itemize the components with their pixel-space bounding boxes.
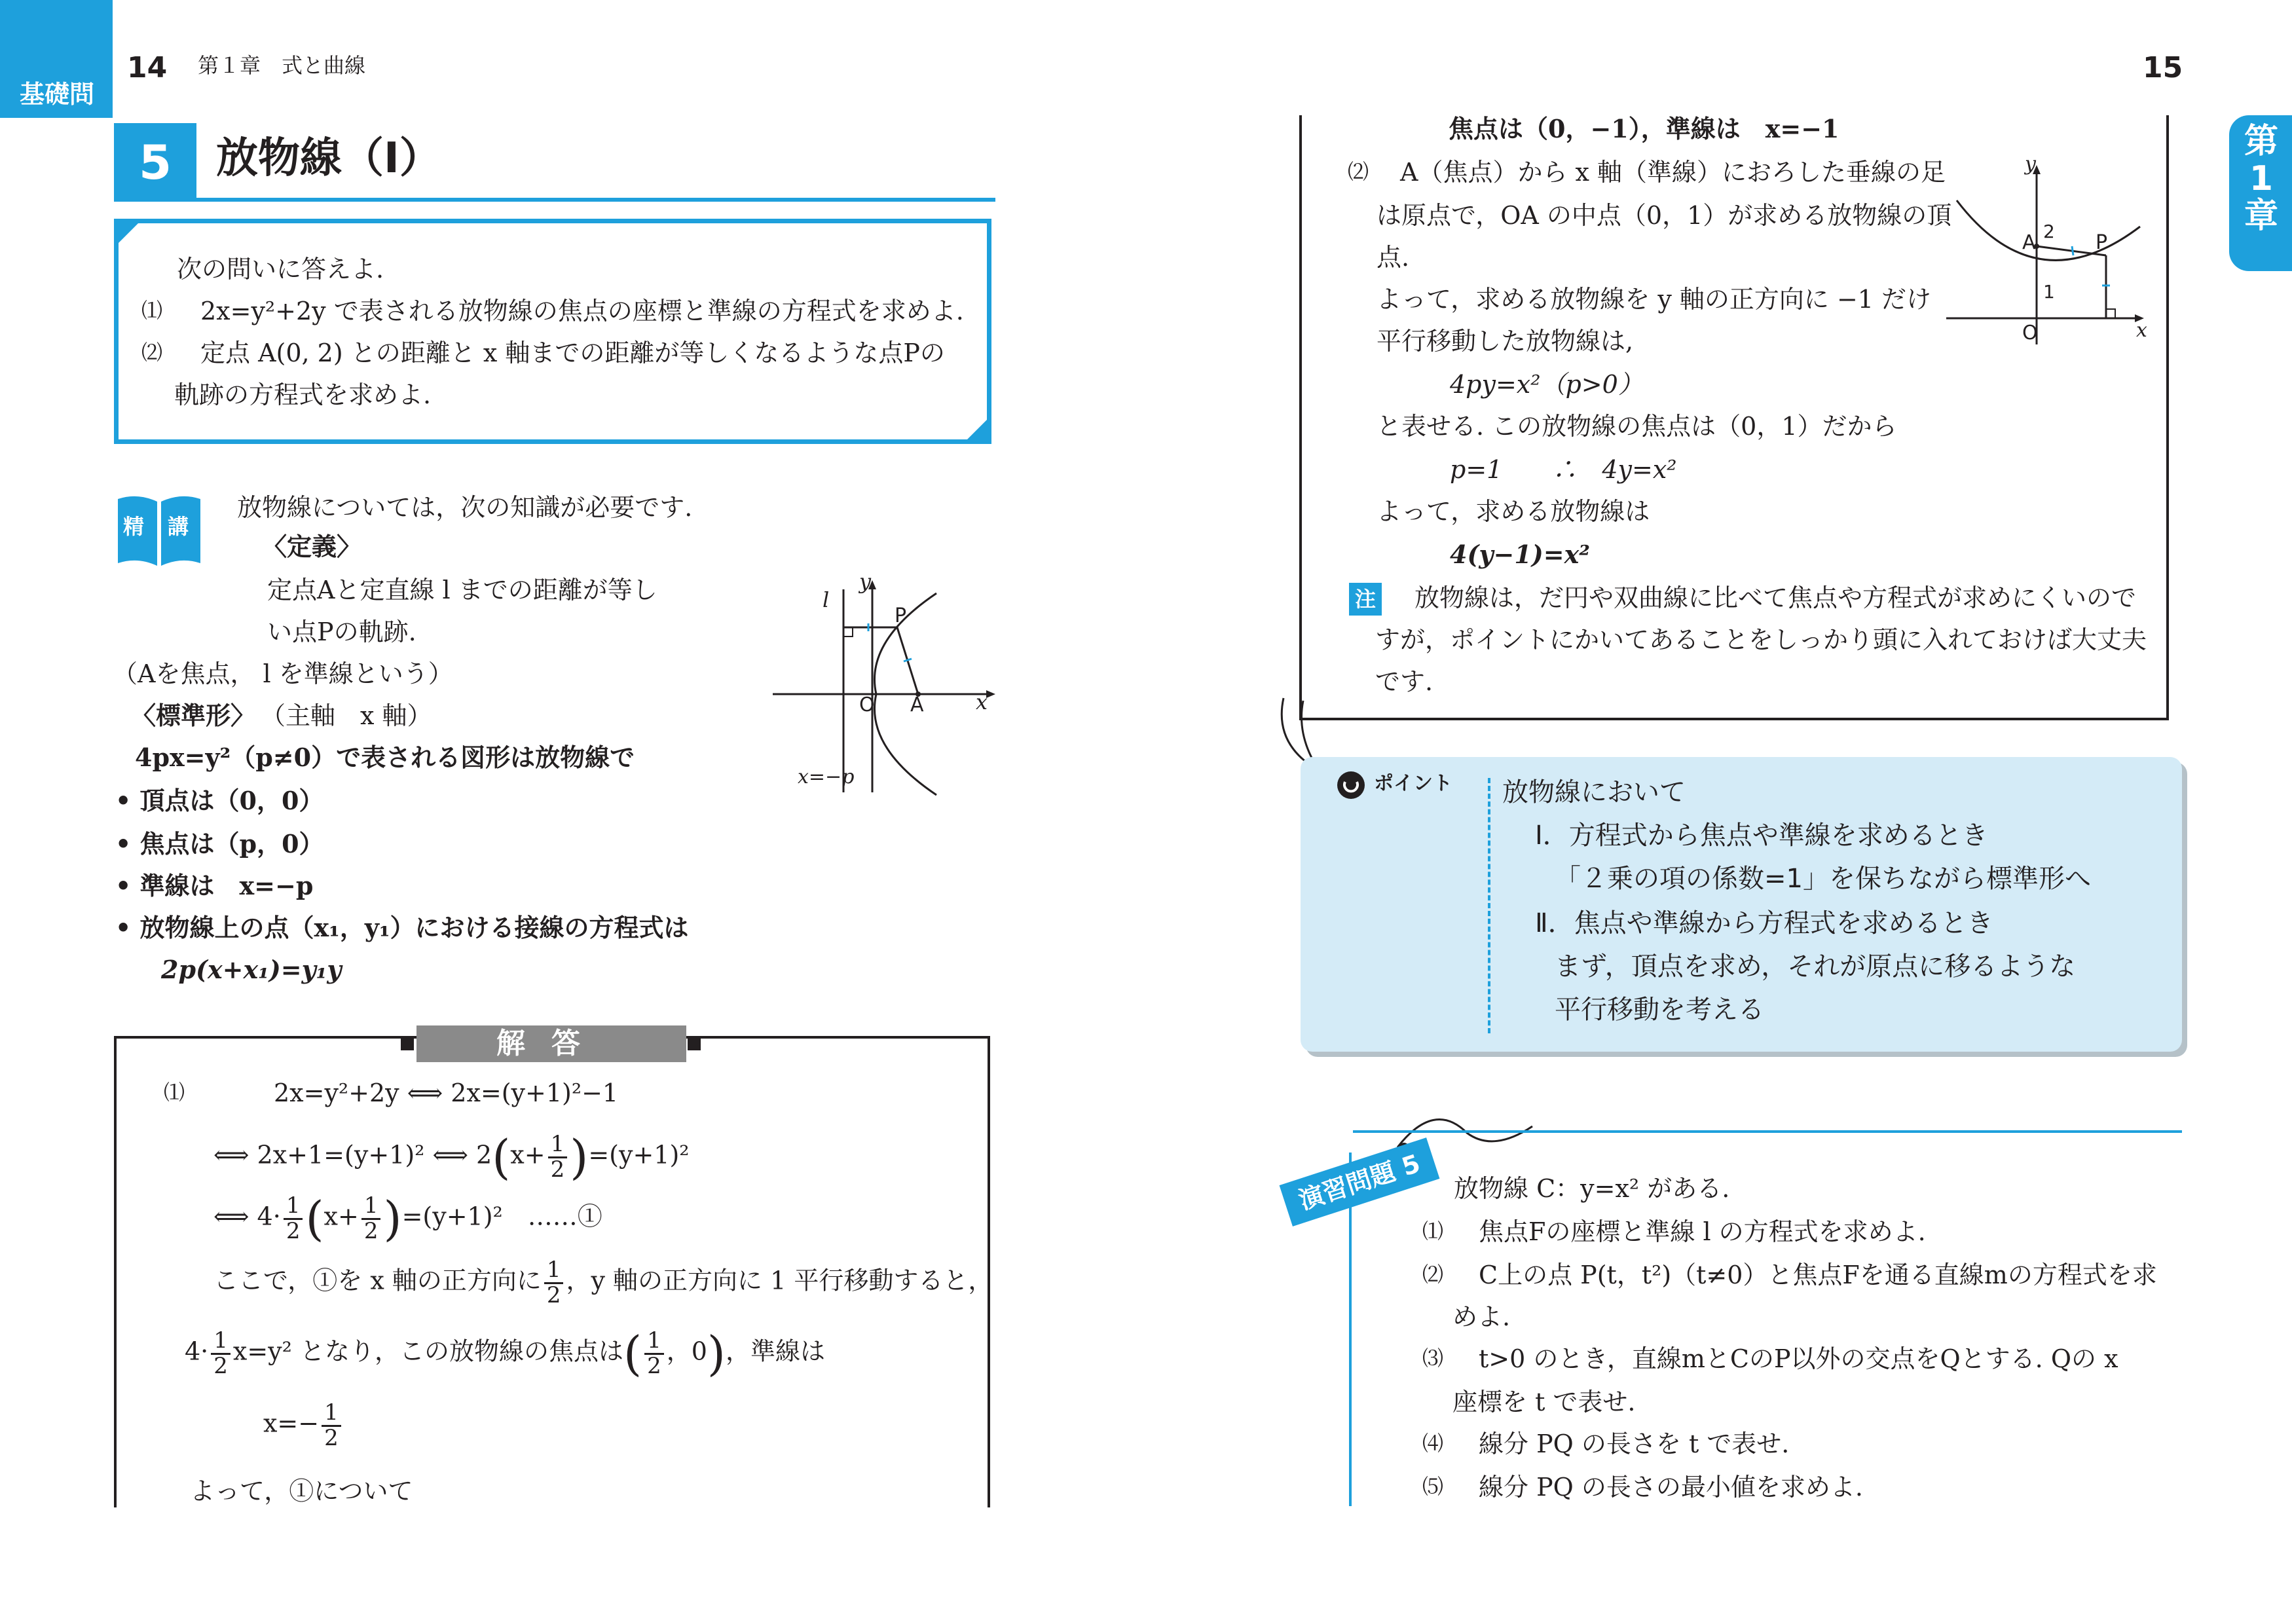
right-line-6: 平行移動した放物線は, bbox=[1377, 327, 1634, 356]
std-axis: （主軸 x 軸） bbox=[261, 701, 432, 730]
ensyu-q2-line2: めよ. bbox=[1452, 1302, 1511, 1331]
fig2-label-x: x bbox=[2136, 319, 2147, 342]
kaito-label: 解答 bbox=[416, 1025, 686, 1062]
right-line-2-label: ⑵ bbox=[1348, 159, 1369, 184]
point-divider bbox=[1488, 778, 1490, 1033]
kaito-line-5: 4· $\frac{1}{2}$ x=y² となり，この放物線の焦点は( $\frac{1}{2}$ ，0)，準線は bbox=[185, 1326, 825, 1382]
note-line-2: すが，ポイントにかいてあることをしっかり頭に入れておけば大丈夫 bbox=[1375, 625, 2147, 654]
title-underline bbox=[196, 198, 995, 202]
ensyu-q4: 線分 PQ の長さを t で表せ. bbox=[1479, 1430, 1790, 1458]
kaito-line-3: ⟺ 4· $\frac{1}{2}$ (x+ $\frac{1}{2}$ )=(y+1)² ……① bbox=[213, 1191, 602, 1247]
fig1-label-x: x bbox=[976, 690, 988, 714]
right-line-1: 焦点は（0，−1），準線は x=−1 bbox=[1449, 114, 1839, 143]
parabola-figure-1 bbox=[766, 563, 1002, 799]
ensyu-q1: 焦点Fの座標と準線 l の方程式を求めよ. bbox=[1479, 1217, 1926, 1246]
def-line1: 定点Aと定直線 l までの距離が等し bbox=[267, 576, 657, 604]
fig1-label-P: P bbox=[895, 604, 907, 627]
fig1-label-O: O bbox=[859, 693, 875, 716]
fig1-label-y: y bbox=[859, 569, 872, 594]
bullet-directrix: • 準線は x=−p bbox=[115, 871, 314, 900]
chapter-tab: 第1章 bbox=[2229, 115, 2292, 271]
point-line-2: Ⅰ．方程式から焦点や準線を求めるとき bbox=[1535, 821, 1988, 851]
kaito-l1-label: ⑴ bbox=[164, 1080, 185, 1105]
ensyu-intro: 放物線 C：y=x² がある. bbox=[1454, 1174, 1730, 1203]
q1-text: 2x=y²+2y で表される放物線の焦点の座標と準線の方程式を求めよ. bbox=[200, 297, 964, 325]
point-line-5: まず，頂点を求め，それが原点に移るような bbox=[1555, 951, 2076, 982]
right-line-9: p=1 ∴ 4y=x² bbox=[1450, 455, 1677, 484]
right-line-11: 4(y−1)=x² bbox=[1450, 540, 1590, 569]
ensyu-q5: 線分 PQ の長さの最小値を求めよ. bbox=[1479, 1473, 1863, 1502]
def-note: （Aを焦点， l を準線という） bbox=[113, 659, 453, 688]
std-line: 4px=y²（p≠0）で表される図形は放物線で bbox=[135, 743, 635, 772]
section-tag: 基礎問 bbox=[0, 0, 113, 118]
kaito-line-6: x=− $\frac{1}{2}$ bbox=[263, 1401, 344, 1450]
right-line-10: よって，求める放物線は bbox=[1377, 497, 1650, 526]
e3-label: ⑶ bbox=[1422, 1346, 1444, 1371]
point-line-4: Ⅱ．焦点や準線から方程式を求めるとき bbox=[1535, 908, 1993, 938]
note-label: 注 bbox=[1349, 583, 1382, 616]
fig2-label-2: 2 bbox=[2043, 221, 2055, 242]
ensyu-q2-line1: C上の点 P(t，t²)（t≠0）と焦点Fを通る直線mの方程式を求 bbox=[1479, 1261, 2157, 1289]
ensyu-rule bbox=[1353, 1130, 2182, 1133]
left-page-number: 14 bbox=[127, 51, 168, 84]
seiko-char-2: 講 bbox=[168, 514, 189, 539]
kaito-line-7: よって，①について bbox=[190, 1477, 413, 1505]
fig2-label-P: P bbox=[2096, 231, 2108, 254]
problem-title: 放物線（Ⅰ） bbox=[216, 134, 441, 183]
right-page-number: 15 bbox=[2143, 51, 2183, 84]
kaito-line-4: ここで，①を x 軸の正方向に $\frac{1}{2}$ ，y 軸の正方向に 1 平行移動すると， bbox=[213, 1257, 993, 1308]
bullet-tangent: • 放物線上の点（x₁，y₁）における接線の方程式は bbox=[115, 913, 689, 942]
e1-label: ⑴ bbox=[1422, 1219, 1444, 1244]
note-line-3: です. bbox=[1375, 667, 1433, 696]
problem-number: 5 bbox=[114, 123, 196, 202]
fig2-label-y: y bbox=[2025, 153, 2036, 175]
point-label: ポイント bbox=[1374, 772, 1452, 795]
parabola-figure-2 bbox=[1938, 155, 2154, 351]
fig2-label-A: A bbox=[2022, 231, 2036, 254]
kaito-marker-right bbox=[688, 1037, 701, 1050]
question-intro: 次の問いに答えよ. bbox=[177, 255, 384, 284]
def-heading: 〈定義〉 bbox=[262, 532, 362, 561]
kaito-line-1: 2x=y²+2y ⟺ 2x=(y+1)²−1 bbox=[274, 1079, 619, 1107]
ensyu-q3-line2: 座標を t で表せ. bbox=[1452, 1388, 1636, 1416]
right-line-5: よって，求める放物線を y 軸の正方向に −1 だけ bbox=[1377, 285, 1932, 314]
q1-label: ⑴ bbox=[141, 298, 163, 323]
q2-line1: 定点 A(0, 2) との距離と x 軸までの距離が等しくなるような点Pの bbox=[200, 339, 945, 367]
point-line-3: 「２乗の項の係数=1」を保ちながら標準形へ bbox=[1555, 864, 2091, 894]
fig1-label-A: A bbox=[910, 693, 924, 716]
std-heading: 〈標準形〉 bbox=[131, 701, 256, 730]
right-line-4: 点. bbox=[1377, 243, 1410, 272]
e2-label: ⑵ bbox=[1422, 1262, 1444, 1287]
q2-label: ⑵ bbox=[141, 340, 163, 365]
question-box-corners bbox=[114, 219, 991, 444]
right-line-8: と表せる. この放物線の焦点は（0，1）だから bbox=[1377, 412, 1897, 441]
seiko-char-1: 精 bbox=[123, 514, 145, 539]
kaito-line-2: ⟺ 2x+1=(y+1)² ⟺ 2(x+ $\frac{1}{2}$ )=(y+1)² bbox=[213, 1130, 690, 1185]
seiko-line1: 放物線については，次の知識が必要です. bbox=[237, 493, 693, 522]
chapter-title: 第１章 式と曲線 bbox=[198, 53, 366, 78]
point-line-6: 平行移動を考える bbox=[1555, 995, 1764, 1025]
right-line-7: 4py=x²（p>0） bbox=[1450, 370, 1643, 399]
kaito-marker-left bbox=[401, 1037, 414, 1050]
point-icon bbox=[1336, 770, 1366, 800]
fig2-label-1: 1 bbox=[2043, 281, 2055, 303]
note-line-1: 放物線は，だ円や双曲線に比べて焦点や方程式が求めにくいので bbox=[1414, 583, 2137, 612]
e5-label: ⑸ bbox=[1422, 1474, 1444, 1499]
fig2-label-O: O bbox=[2022, 322, 2038, 344]
e4-label: ⑷ bbox=[1422, 1431, 1444, 1456]
fig1-label-directrix: x=−p bbox=[798, 766, 855, 788]
bullet-vertex: • 頂点は（0，0） bbox=[115, 786, 324, 815]
def-line2: い点Pの軌跡. bbox=[267, 618, 416, 646]
tangent-equation: 2p(x+x₁)=y₁y bbox=[161, 955, 342, 984]
right-line-2: A（焦点）から x 軸（準線）におろした垂線の足 bbox=[1400, 158, 1946, 187]
fig1-label-l: l bbox=[823, 587, 830, 612]
bullet-focus: • 焦点は（p，0） bbox=[115, 829, 324, 858]
ensyu-q3-line1: t>0 のとき，直線mとCのP以外の交点をQとする. Qの x bbox=[1479, 1344, 2118, 1373]
ensyu-tag: 演習問題 5 bbox=[1280, 1137, 1440, 1227]
q2-line2: 軌跡の方程式を求めよ. bbox=[174, 380, 432, 409]
point-line-1: 放物線において bbox=[1502, 777, 1686, 807]
right-line-3: は原点で，OA の中点（0，1）が求める放物線の頂 bbox=[1377, 201, 1952, 230]
